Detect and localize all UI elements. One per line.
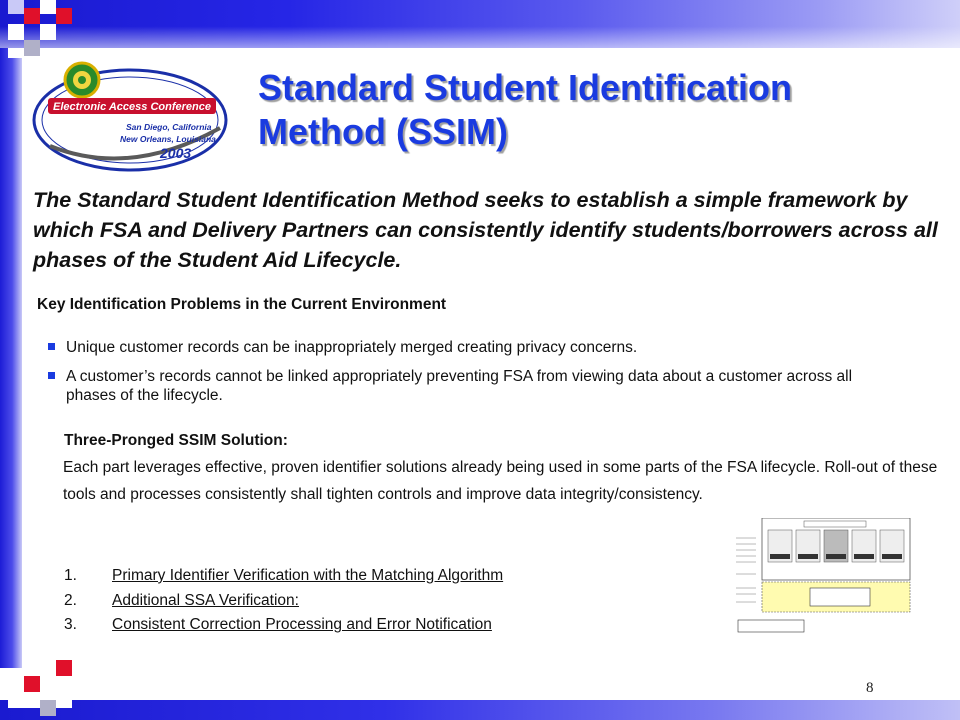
corner-square xyxy=(24,692,40,708)
bullet-item xyxy=(48,338,878,357)
corner-square xyxy=(40,676,56,692)
corner-square xyxy=(56,8,72,24)
item-link[interactable]: Additional SSA Verification: xyxy=(112,591,299,609)
solution-numbered-list xyxy=(64,564,503,638)
svg-text:Electronic Access Conference: Electronic Access Conference xyxy=(53,101,211,113)
item-number: 2. xyxy=(64,591,77,609)
numbered-item xyxy=(64,589,503,614)
slide-title: Standard Student Identification Method (SSIM) xyxy=(258,67,793,152)
corner-square xyxy=(56,660,72,676)
bullet-text: A customer’s records cannot be linked appropriately preventing FSA from viewing data about a customer across all phases of the lifecycle. xyxy=(66,368,853,404)
corner-square xyxy=(8,48,22,58)
corner-square xyxy=(24,40,40,56)
bullet-text: Unique customer records can be inappropriately merged creating privacy concerns. xyxy=(66,339,638,356)
corner-square xyxy=(40,700,56,716)
solution-heading: Three-Pronged SSIM Solution: xyxy=(64,432,288,449)
section-heading: Key Identification Problems in the Current Environment xyxy=(37,296,447,313)
svg-text:2003: 2003 xyxy=(160,145,192,161)
left-border-bar xyxy=(0,48,22,668)
corner-square xyxy=(8,24,24,40)
svg-text:New Orleans, Louisiana: New Orleans, Louisiana xyxy=(120,134,216,144)
problem-bullet-list xyxy=(48,338,878,415)
conference-logo xyxy=(30,58,235,178)
item-number: 1. xyxy=(64,567,77,584)
corner-square xyxy=(8,692,24,708)
process-diagram-thumbnail xyxy=(734,518,930,636)
item-number: 3. xyxy=(64,616,77,633)
corner-square xyxy=(40,0,56,14)
bottom-border-bar xyxy=(0,700,960,720)
item-link[interactable]: Primary Identifier Verification with the Matching Algorithm xyxy=(112,567,504,584)
bullet-item xyxy=(48,367,878,405)
corner-square xyxy=(56,692,72,708)
top-border-fade xyxy=(0,0,960,48)
page-number: 8 xyxy=(866,680,874,696)
numbered-item xyxy=(64,564,503,589)
square-bullet-icon xyxy=(48,343,55,350)
square-bullet-icon xyxy=(48,372,55,379)
corner-square xyxy=(24,676,40,692)
solution-paragraph: Each part leverages effective, proven identifier solutions already being used in some parts of the FSA lifecycle. Roll-out of these tools and processes consistently shall tighten controls and improve data integrity/consistency. xyxy=(63,459,938,503)
corner-square xyxy=(40,24,56,40)
svg-text:San Diego, California: San Diego, California xyxy=(126,122,212,132)
item-link[interactable]: Consistent Correction Processing and Error Notification xyxy=(112,616,492,633)
intro-paragraph: The Standard Student Identification Method seeks to establish a simple framework by which FSA and Delivery Partners can consistently identify students/borrowers across all phases of the Student Aid Lifecycle. xyxy=(33,188,938,272)
corner-square xyxy=(8,0,24,14)
numbered-item xyxy=(64,613,503,638)
corner-square xyxy=(24,8,40,24)
